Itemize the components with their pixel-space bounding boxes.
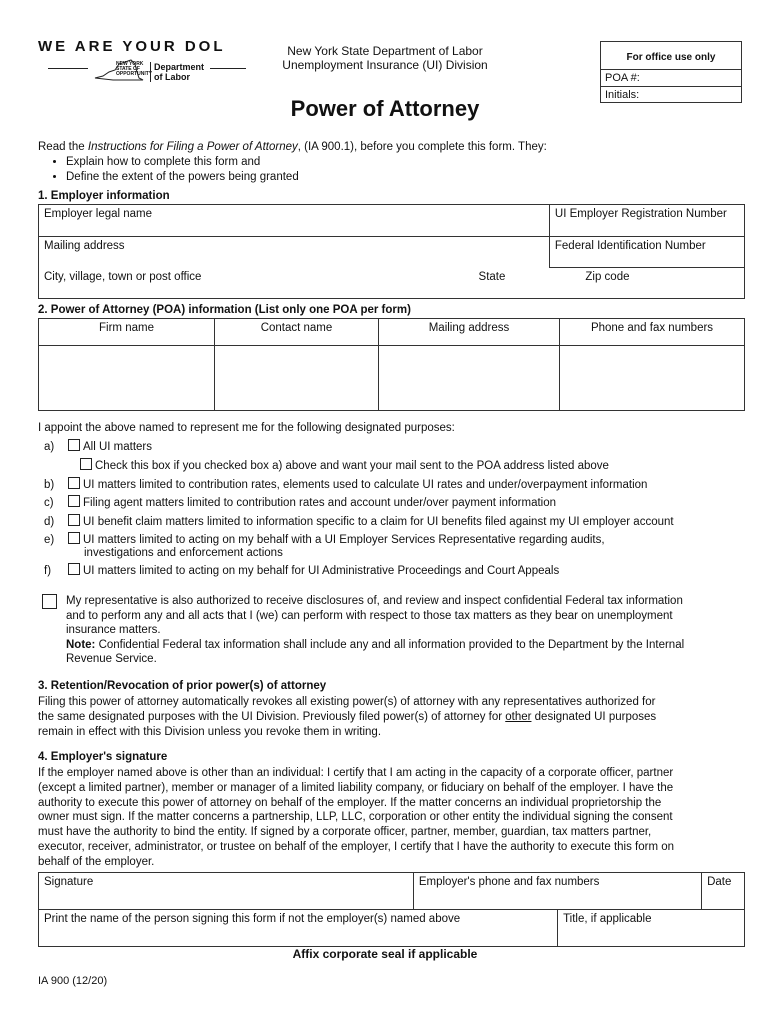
checkbox-filing-agent[interactable] — [68, 495, 80, 507]
note-label: Note: — [66, 638, 96, 651]
section4-line: If the employer named above is other than an individual: I certify that I am acting in the capacity of a corporate officer, partner — [38, 767, 674, 779]
option-letter: c) — [44, 497, 54, 509]
intro-post: , (IA 900.1), before you complete this form. They: — [297, 141, 547, 153]
state-label: State — [478, 270, 506, 283]
zip-label: Zip code — [585, 271, 630, 283]
option-text: UI matters limited to contribution rates, elements used to calculate UI rates and under/overpayment information — [83, 479, 648, 491]
col-mailing-address: Mailing address — [379, 319, 560, 346]
note-text-cont: Revenue Service. — [66, 653, 157, 665]
purpose-option-d — [44, 514, 674, 530]
office-use-box — [600, 41, 742, 103]
section1-heading: 1. Employer information — [38, 190, 170, 202]
section3-text — [38, 695, 738, 740]
purpose-option-mail — [80, 458, 609, 474]
intro-bullet: • Explain how to complete this form and — [66, 155, 547, 170]
logo-rule-left — [48, 68, 88, 69]
contact-name-input[interactable] — [215, 346, 379, 411]
option-text: UI matters limited to acting on my behalf with a UI Employer Services Representative regarding audits, — [83, 534, 605, 546]
option-text: Check this box if you checked box a) above and want your mail sent to the POA address listed above — [95, 460, 609, 472]
appoint-text: I appoint the above named to represent me for the following designated purposes: — [38, 422, 455, 434]
disclosure-line: My representative is also authorized to receive disclosures of, and review and inspect confidential Federal tax information — [66, 595, 683, 607]
checkbox-admin-proceedings[interactable] — [68, 563, 80, 575]
logo-dept-line2: of Labor — [154, 72, 190, 82]
section4-line: executor, receiver, administrator, or trustee on behalf of the employer, I certify that I have the authority to execute this form on — [38, 840, 675, 853]
print-name-label: Print the name of the person signing this form if not the employer(s) named above — [44, 913, 461, 925]
poa-info-table — [38, 318, 745, 411]
intro-instructions: Instructions for Filing a Power of Attorney — [87, 141, 298, 153]
form-title: Power of Attorney — [290, 96, 480, 121]
corporate-seal-note: Affix corporate seal if applicable — [292, 947, 478, 961]
signature-field[interactable] — [39, 873, 414, 910]
signature-table — [38, 872, 745, 947]
registration-number-field[interactable] — [549, 205, 744, 237]
col-phone-fax: Phone and fax numbers — [560, 319, 745, 346]
phone-fax-input[interactable] — [560, 346, 745, 411]
section4-heading: 4. Employer's signature — [38, 751, 168, 763]
employer-legal-name-field[interactable] — [39, 205, 550, 237]
checkbox-all-ui-matters[interactable] — [68, 439, 80, 451]
purpose-option-f — [44, 563, 559, 579]
section4-line: must have the authority to bind the entity. If signed by a corporate officer, partner, member, guardian, tax matters partner, — [38, 826, 652, 839]
purpose-option-c — [44, 495, 556, 511]
mailing-address-label: Mailing address — [44, 240, 125, 252]
agency-name — [260, 44, 510, 72]
signature-label: Signature — [44, 876, 94, 888]
office-initials-field[interactable]: Initials: — [605, 89, 640, 101]
firm-name-input[interactable] — [39, 346, 215, 411]
option-text: All UI matters — [83, 441, 153, 453]
checkbox-mail-to-poa[interactable] — [80, 458, 92, 470]
logo-rule-right — [210, 68, 246, 69]
purpose-option-e — [44, 532, 605, 560]
employer-phone-field[interactable] — [413, 873, 701, 910]
state-field[interactable] — [390, 268, 549, 299]
logo-department — [150, 62, 204, 82]
logo-dept-line1: Department — [154, 62, 205, 72]
title-field[interactable] — [558, 910, 745, 947]
federal-id-label: Federal Identification Number — [554, 240, 706, 252]
intro-bullet: • Define the extent of the powers being granted — [66, 170, 547, 185]
form-number: IA 900 (12/20) — [38, 975, 108, 987]
section2-heading: 2. Power of Attorney (POA) information (List only one POA per form) — [38, 304, 411, 316]
purpose-option-a — [44, 439, 152, 455]
zip-field[interactable] — [549, 268, 744, 299]
federal-id-field[interactable] — [549, 237, 744, 268]
section4-line: owner must sign. If the matter concerns a partnership, LLP, LLC, corporation or other entity the individual signing the consent — [38, 811, 673, 824]
section3-heading: 3. Retention/Revocation of prior power(s) of attorney — [38, 680, 327, 692]
section3-line2-post: designated UI purposes — [531, 711, 657, 723]
employer-info-table — [38, 204, 745, 299]
section4-line: authority to execute this power of attorney on behalf of the employer. If the matter concerns an individual proprietorship the — [38, 796, 662, 809]
office-use-title: For office use only — [601, 42, 741, 70]
dol-tagline: WE ARE YOUR DOL — [38, 38, 226, 55]
agency-line1: New York State Department of Labor — [287, 44, 483, 58]
tax-disclosure-text — [66, 594, 756, 667]
section3-line2-pre: the same designated purposes with the UI Division. Previously filed power(s) of attorney for — [38, 711, 506, 723]
purpose-option-b — [44, 477, 647, 493]
registration-number-label: UI Employer Registration Number — [554, 208, 727, 220]
checkbox-employer-services[interactable] — [68, 532, 80, 544]
employer-phone-label: Employer's phone and fax numbers — [418, 876, 600, 888]
mailing-address-field[interactable] — [39, 237, 550, 268]
option-text: UI matters limited to acting on my behalf for UI Administrative Proceedings and Court Appeals — [83, 565, 560, 577]
option-letter: d) — [44, 516, 55, 528]
section3-line: remain in effect with this Division unless you revoke them in writing. — [38, 726, 382, 738]
city-field[interactable] — [39, 268, 391, 299]
option-text: Filing agent matters limited to contribution rates and account under/over payment information — [83, 497, 557, 509]
print-name-field[interactable] — [39, 910, 558, 947]
col-contact-name: Contact name — [215, 319, 379, 346]
option-letter: e) — [44, 534, 55, 546]
checkbox-contribution-rates[interactable] — [68, 477, 80, 489]
col-firm-name: Firm name — [39, 319, 215, 346]
checkbox-tax-disclosure[interactable] — [42, 594, 57, 609]
section4-line: behalf of the employer. — [38, 855, 155, 868]
intro-text — [38, 140, 547, 185]
intro-pre: Read the — [38, 141, 88, 153]
section3-line: Filing this power of attorney automatically revokes all existing power(s) of attorney with any representatives authorized for — [38, 696, 656, 708]
option-letter: a) — [44, 441, 55, 453]
note-text: Confidential Federal tax information shall include any and all information provided to the Department by the Internal — [95, 638, 685, 651]
checkbox-benefit-claim[interactable] — [68, 514, 80, 526]
employer-legal-name-label: Employer legal name — [44, 208, 153, 220]
logo-small-text: NEW YORK STATE OF OPPORTUNITY — [116, 61, 153, 77]
option-text-cont: investigations and enforcement actions — [84, 547, 283, 559]
section4-line: (except a limited partner), member or manager of a limited liability company, or fiduciary on behalf of the employer. I have the — [38, 781, 674, 794]
poa-mailing-address-input[interactable] — [379, 346, 560, 411]
option-letter: f) — [44, 565, 52, 577]
option-text: UI benefit claim matters limited to information specific to a claim for UI benefits filed against my UI employer account — [83, 516, 674, 528]
date-field[interactable] — [702, 873, 745, 910]
option-letter: b) — [44, 479, 55, 491]
office-poa-field[interactable]: POA #: — [601, 70, 741, 87]
section3-other: other — [505, 711, 532, 723]
disclosure-line: and to perform any and all acts that I (we) can perform with respect to those tax matters as they bear on unemployment — [66, 609, 673, 622]
date-label: Date — [707, 876, 732, 888]
section4-text — [38, 766, 738, 870]
agency-line2: Unemployment Insurance (UI) Division — [282, 58, 488, 72]
city-label: City, village, town or post office — [44, 270, 202, 283]
disclosure-line: insurance matters. — [66, 624, 161, 636]
title-label: Title, if applicable — [563, 913, 652, 925]
